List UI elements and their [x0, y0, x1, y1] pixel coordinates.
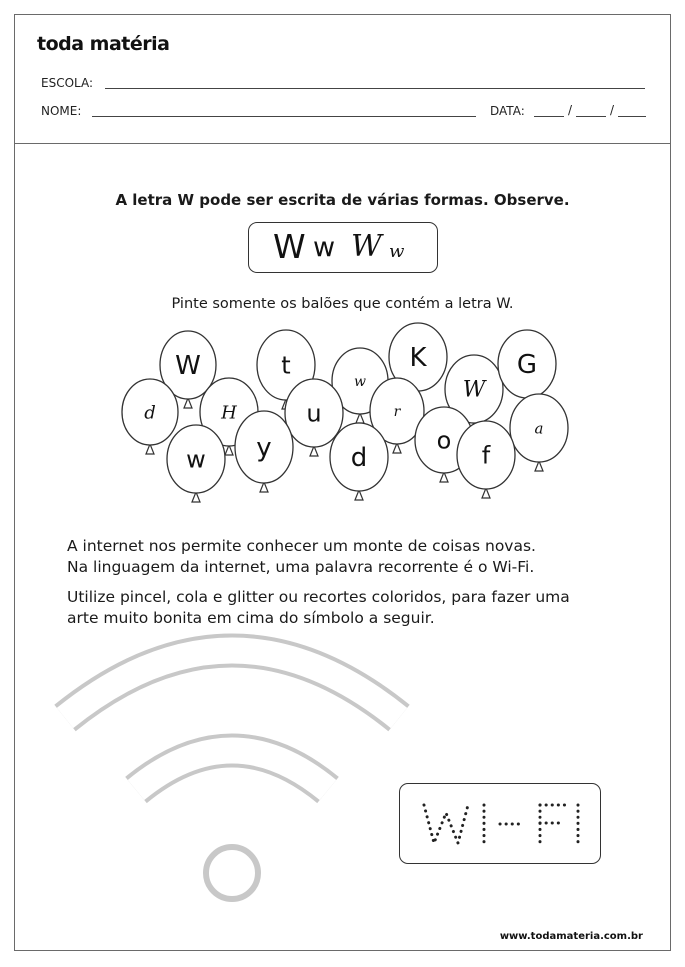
balloon-letter: t: [281, 351, 291, 380]
logo: toda matéria: [37, 33, 170, 55]
date-slash: /: [568, 103, 573, 117]
balloon-letter: W: [462, 377, 486, 403]
balloon-letter: w: [354, 373, 366, 390]
paragraph-line: A internet nos permite conhecer um monte de coisas novas.: [67, 537, 536, 555]
date-slash: /: [610, 103, 615, 117]
footer-url: www.todamateria.com.br: [499, 931, 643, 942]
paragraph-line: arte muito bonita em cima do símbolo a seguir.: [67, 609, 435, 627]
paragraph-line: Utilize pincel, cola e glitter ou recortes coloridos, para fazer uma: [67, 588, 570, 606]
balloon-letter: G: [516, 350, 538, 381]
balloon-letter: r: [393, 403, 401, 420]
balloon-letter: f: [481, 441, 491, 470]
balloon-letter: d: [350, 443, 368, 474]
data-label: DATA:: [490, 104, 525, 118]
balloon-letter: u: [306, 399, 322, 428]
balloon-letter: W: [175, 351, 201, 382]
letter-form: W: [273, 227, 306, 266]
balloon-instruction: Pinte somente os balões que contém a letra W.: [171, 296, 514, 312]
intro-text: A letra W pode ser escrita de várias formas. Observe.: [115, 191, 570, 209]
letter-form: w: [389, 241, 405, 262]
balloon-letter: d: [144, 402, 156, 424]
balloon-letter: y: [256, 433, 272, 464]
balloon-letter: o: [436, 426, 452, 455]
balloon-letter: H: [221, 402, 237, 424]
escola-label: ESCOLA:: [41, 76, 94, 90]
balloon-letter: w: [186, 445, 206, 474]
wifi-trace-letters: [424, 805, 578, 843]
balloon-letter: a: [534, 419, 544, 438]
letter-form: w: [313, 232, 336, 263]
nome-label: NOME:: [41, 104, 82, 118]
balloon-letter: K: [409, 343, 427, 374]
letter-form: W: [351, 229, 382, 264]
paragraph-line: Na linguagem da internet, uma palavra recorrente é o Wi-Fi.: [67, 558, 535, 576]
